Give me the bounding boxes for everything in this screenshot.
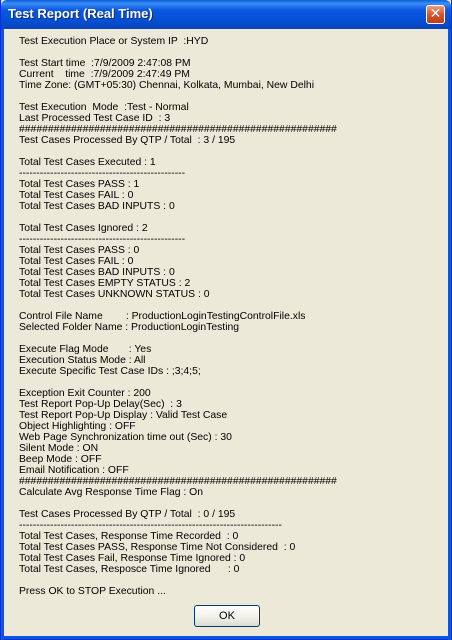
report-line: Total Test Cases Executed : 1 bbox=[19, 157, 156, 168]
report-line: Execute Specific Test Case IDs : ;3;4;5; bbox=[19, 366, 201, 377]
report-line: Execute Flag Mode : Yes bbox=[19, 344, 152, 355]
report-line: ####################################################### bbox=[19, 124, 337, 135]
report-line: Test Cases Processed By QTP / Total : 3 / 195 bbox=[19, 135, 236, 146]
report-line: Total Test Cases Ignored : 2 bbox=[19, 223, 148, 234]
report-line: Total Test Cases FAIL : 0 bbox=[19, 190, 134, 201]
report-line: ####################################################### bbox=[19, 476, 337, 487]
report-line: Test Cases Processed By QTP / Total : 0 / 195 bbox=[19, 509, 236, 520]
report-line: Total Test Cases EMPTY STATUS : 2 bbox=[19, 278, 191, 289]
report-line: Test Report Pop-Up Display : Valid Test Case bbox=[19, 410, 228, 421]
report-line: Test Execution Mode :Test - Normal bbox=[19, 102, 189, 113]
report-line: ---------------------------------------------------------------------------- bbox=[19, 520, 282, 531]
report-line: Control File Name : ProductionLoginTestingControlFile.xls bbox=[19, 311, 306, 322]
report-line: Test Execution Place or System IP :HYD bbox=[19, 36, 209, 47]
window-title: Test Report (Real Time) bbox=[8, 6, 153, 21]
report-line bbox=[19, 377, 439, 388]
report-line: Silent Mode : ON bbox=[19, 443, 99, 454]
report-line: Web Page Synchronization time out (Sec) : 30 bbox=[19, 432, 232, 443]
report-line: Total Test Cases PASS : 1 bbox=[19, 179, 140, 190]
report-line: Beep Mode : OFF bbox=[19, 454, 102, 465]
report-line: Total Test Cases BAD INPUTS : 0 bbox=[19, 267, 175, 278]
report-line: Total Test Cases PASS : 0 bbox=[19, 245, 140, 256]
window-border-right bbox=[448, 29, 451, 640]
report-line bbox=[19, 333, 439, 344]
report-line: ------------------------------------------------ bbox=[19, 168, 186, 179]
report-line bbox=[19, 575, 439, 586]
close-icon[interactable]: ✕ bbox=[426, 5, 445, 24]
report-line: Press OK to STOP Execution ... bbox=[19, 586, 166, 597]
report-line: Selected Folder Name : ProductionLoginTesting bbox=[19, 322, 240, 333]
report-line: Last Processed Test Case ID : 3 bbox=[19, 113, 171, 124]
report-line: Total Test Cases PASS, Response Time Not Considered : 0 bbox=[19, 542, 296, 553]
report-line: Current time :7/9/2009 2:47:49 PM bbox=[19, 69, 190, 80]
report-line: Object Highlighting : OFF bbox=[19, 421, 136, 432]
report-line: Email Notification : OFF bbox=[19, 465, 129, 476]
report-line: ------------------------------------------------ bbox=[19, 234, 186, 245]
report-line: Total Test Cases BAD INPUTS : 0 bbox=[19, 201, 175, 212]
report-line: Test Start time :7/9/2009 2:47:08 PM bbox=[19, 58, 191, 69]
window-border-bottom bbox=[1, 636, 451, 639]
report-line: Time Zone: (GMT+05:30) Chennai, Kolkata, Mumbai, New Delhi bbox=[19, 80, 315, 91]
report-line: Total Test Cases UNKNOWN STATUS : 0 bbox=[19, 289, 210, 300]
report-line bbox=[19, 146, 439, 157]
report-line: Test Report Pop-Up Delay(Sec) : 3 bbox=[19, 399, 182, 410]
report-text bbox=[19, 36, 439, 597]
report-line: Total Test Cases, Response Time Recorded : 0 bbox=[19, 531, 239, 542]
report-line bbox=[19, 91, 439, 102]
report-line: Total Test Cases Fail, Response Time Ignored : 0 bbox=[19, 553, 246, 564]
report-line: Exception Exit Counter : 200 bbox=[19, 388, 151, 399]
report-line bbox=[19, 212, 439, 223]
report-line bbox=[19, 47, 439, 58]
report-line: Calculate Avg Response Time Flag : On bbox=[19, 487, 204, 498]
ok-button[interactable]: OK bbox=[194, 605, 260, 627]
report-line: Total Test Cases FAIL : 0 bbox=[19, 256, 134, 267]
report-line: Total Test Cases, Resposce Time Ignored : 0 bbox=[19, 564, 240, 575]
title-bar[interactable] bbox=[1, 0, 451, 29]
report-line: Execution Status Mode : All bbox=[19, 355, 146, 366]
report-line bbox=[19, 300, 439, 311]
report-line bbox=[19, 498, 439, 509]
window-border-left bbox=[1, 29, 4, 640]
